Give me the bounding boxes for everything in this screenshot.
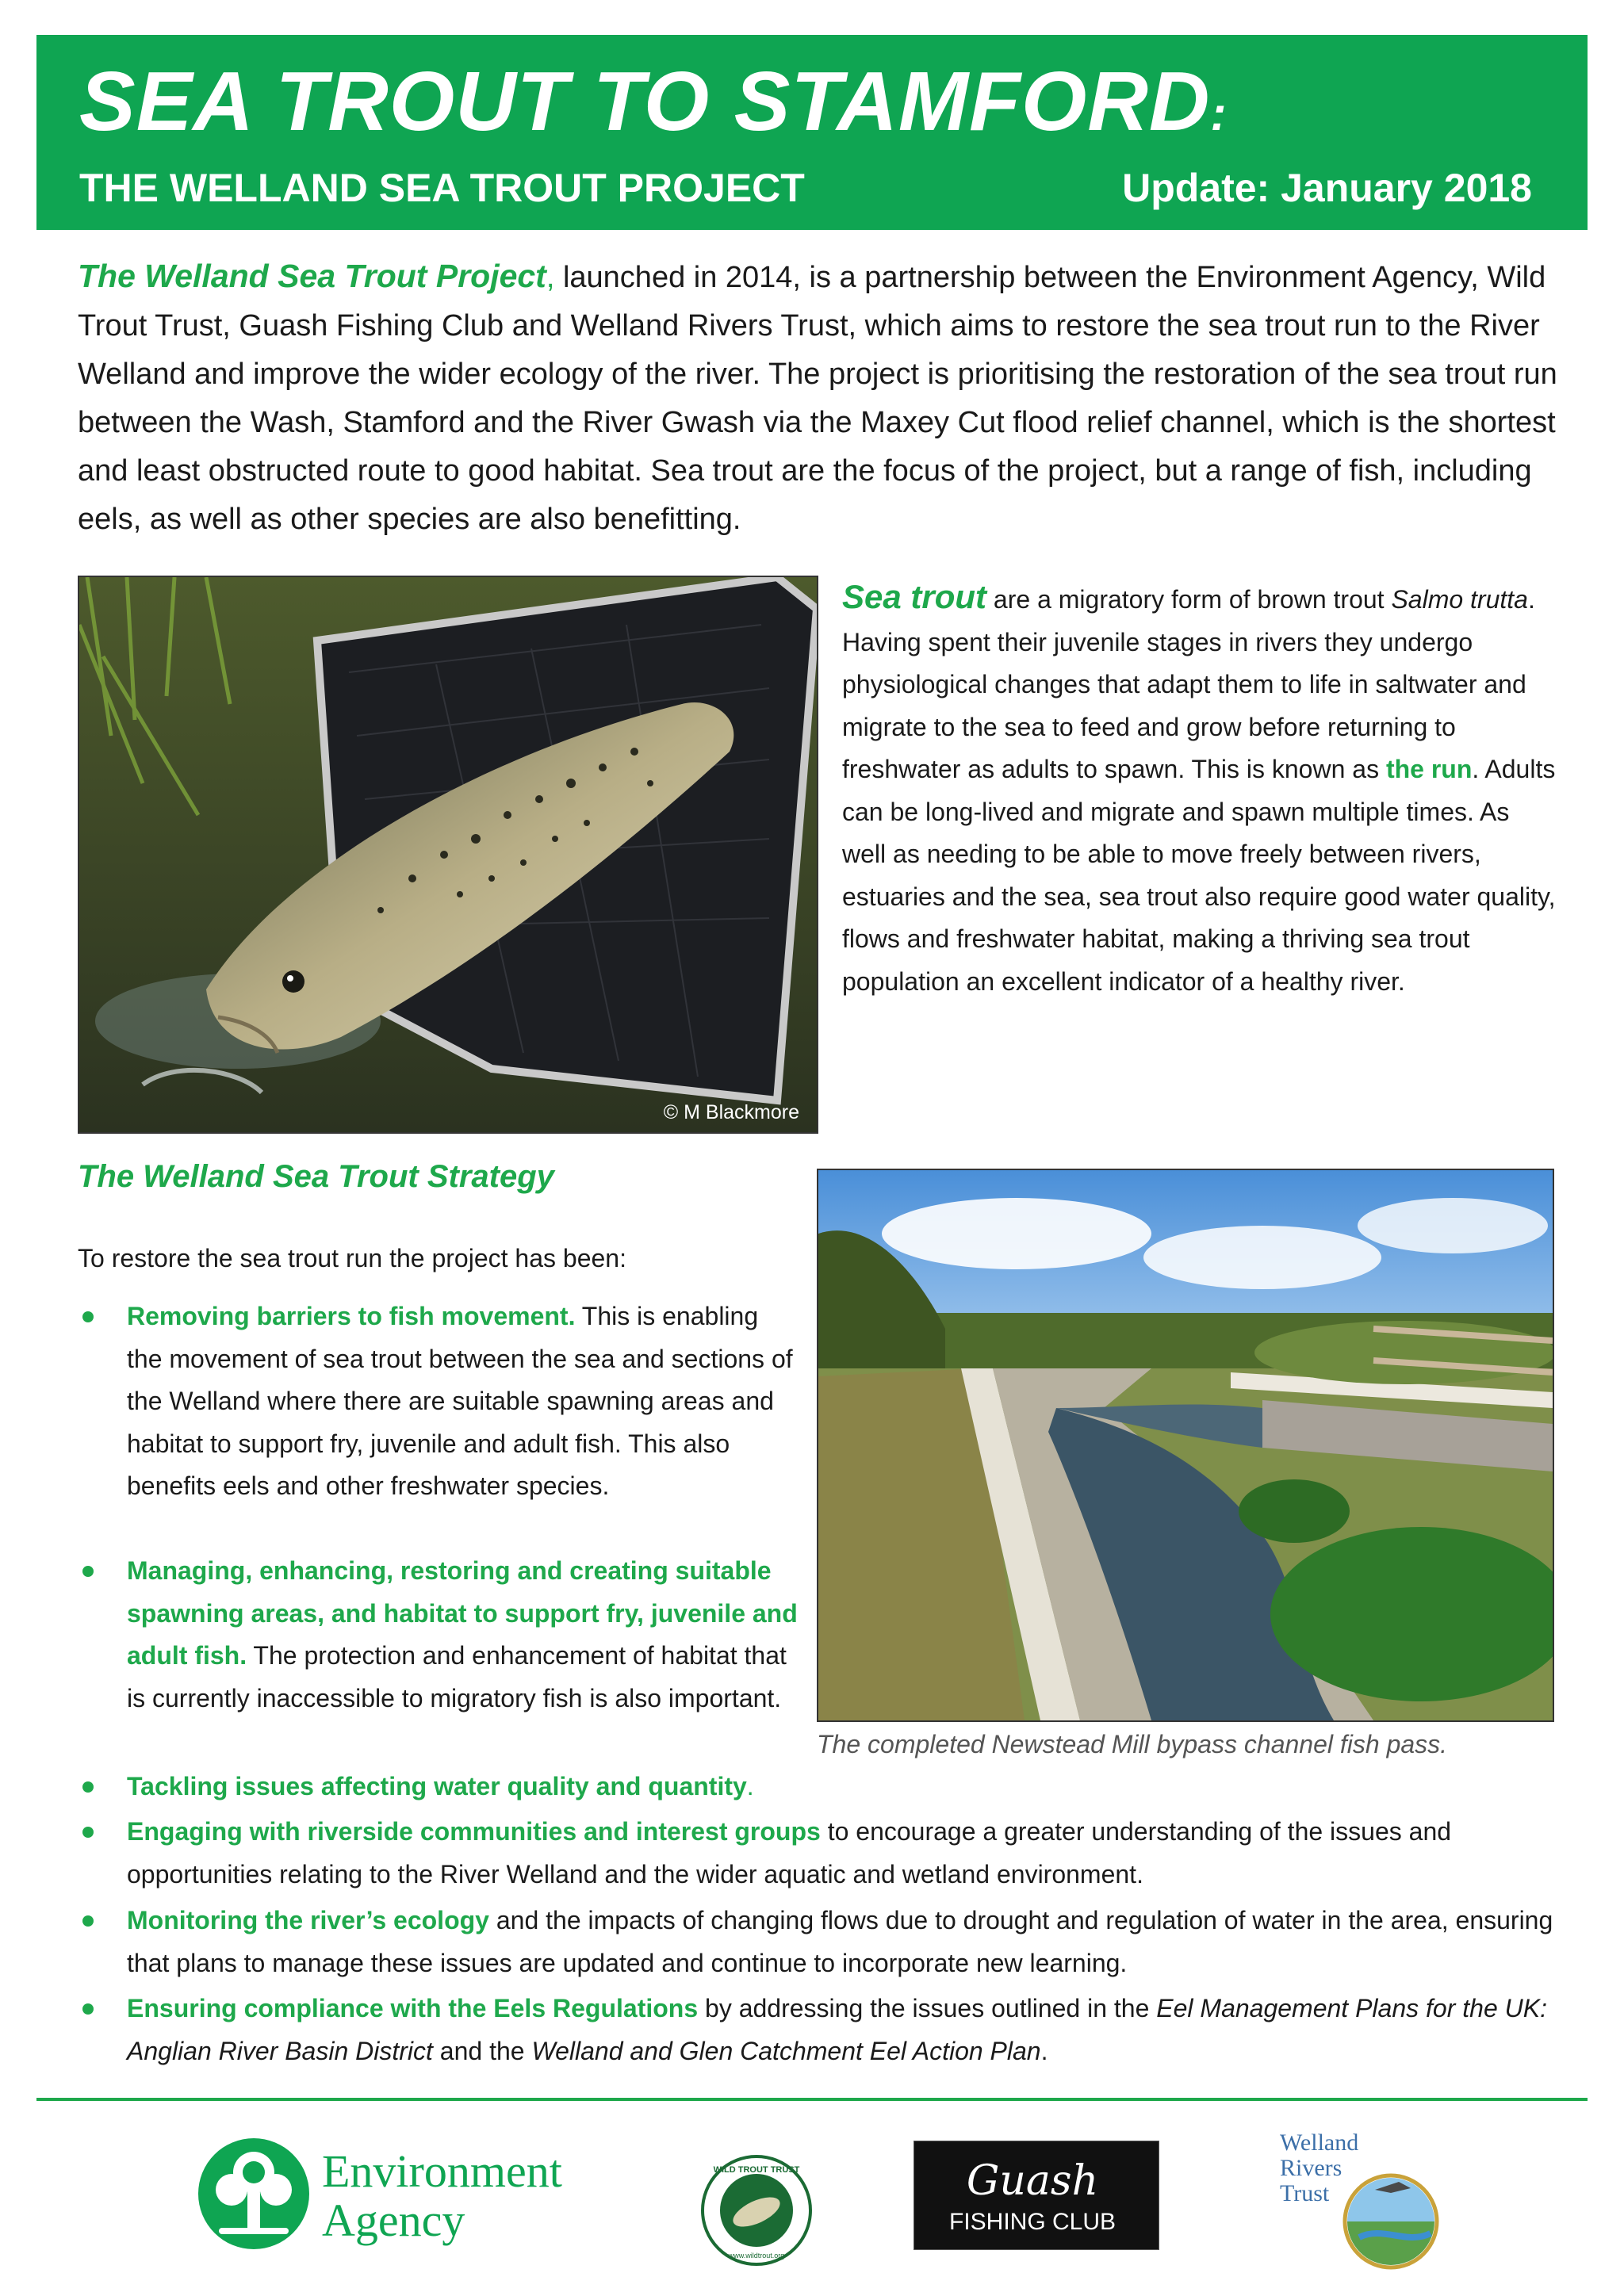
guash-script-text: Guash <box>966 2157 1099 2205</box>
sea-trout-lead: Sea trout <box>842 578 987 615</box>
strategy-heading: The Welland Sea Trout Strategy <box>78 1159 554 1194</box>
fish-pass-photo <box>817 1169 1554 1722</box>
wild-trout-trust-logo <box>701 2155 812 2266</box>
sea-trout-paragraph: Sea trout are a migratory form of brown trout Salmo trutta. Having spent their juvenile stages in rivers they undergo physiological changes that adapt them to life in saltwater and migrate to the sea to feed and grow before returning to freshwater as adults to spawn. This is known as the run. Adults can be long-lived and migrate and spawn multiple times. As well as needing to be able to move freely between rivers, estuaries and the sea, sea trout also require good water quality, flows and freshwater habitat, making a thriving sea trout population an excellent indicator of a healthy river. <box>842 578 1556 996</box>
photo-credit: © M Blackmore <box>663 1101 799 1123</box>
bullet-dot-icon <box>82 1827 94 1838</box>
wrt-line2: Rivers <box>1280 2155 1342 2181</box>
ea-logo-line2: Agency <box>322 2195 465 2246</box>
wtt-url-text: www.wildtrout.org <box>728 2252 785 2260</box>
update-date: Update: January 2018 <box>1122 166 1532 210</box>
intro-paragraph: The Welland Sea Trout Project, launched in 2014, is a partnership between the Environment Agency, Wild Trout Trust, Guash Fishing Club and Welland Rivers Trust, which aims to restore the sea trout run to the River Welland and improve the wider ecology of the river. The project is prioritising the restoration of the sea trout run between the Wash, Stamford and the River Gwash via the Maxey Cut flood relief channel, which is the shortest and least obstructed route to good habitat. Sea trout are the focus of the project, but a range of fish, including eels, as well as other species are also benefitting. <box>78 258 1557 536</box>
welland-rivers-trust-logo <box>1272 2126 1446 2277</box>
bullet-dot-icon <box>82 1311 94 1322</box>
bullet-dot-icon <box>82 1915 94 1927</box>
fish-pass-caption: The completed Newstead Mill bypass channel fish pass. <box>817 1730 1448 1758</box>
page-title: SEA TROUT TO STAMFORD: <box>79 55 1228 148</box>
ea-logo-line1: Environment <box>322 2145 562 2197</box>
header-banner <box>36 35 1588 230</box>
wrt-line3: Trust <box>1280 2180 1330 2206</box>
footer-divider <box>36 2098 1588 2101</box>
guash-fishing-club-logo <box>914 2141 1159 2250</box>
wrt-line1: Welland <box>1280 2130 1359 2156</box>
environment-agency-logo <box>195 2134 607 2253</box>
intro-lead: The Welland Sea Trout Project <box>78 258 546 294</box>
bullet-dot-icon <box>82 1781 94 1793</box>
wtt-ring-text: WILD TROUT TRUST <box>713 2165 800 2175</box>
bullet-dot-icon <box>82 2003 94 2015</box>
trout-photo <box>78 576 818 1134</box>
strategy-intro: To restore the sea trout run the project has been: <box>78 1244 626 1272</box>
page-subtitle: THE WELLAND SEA TROUT PROJECT <box>79 166 805 210</box>
bullet-dot-icon <box>82 1566 94 1577</box>
guash-sub-text: FISHING CLUB <box>948 2209 1116 2235</box>
